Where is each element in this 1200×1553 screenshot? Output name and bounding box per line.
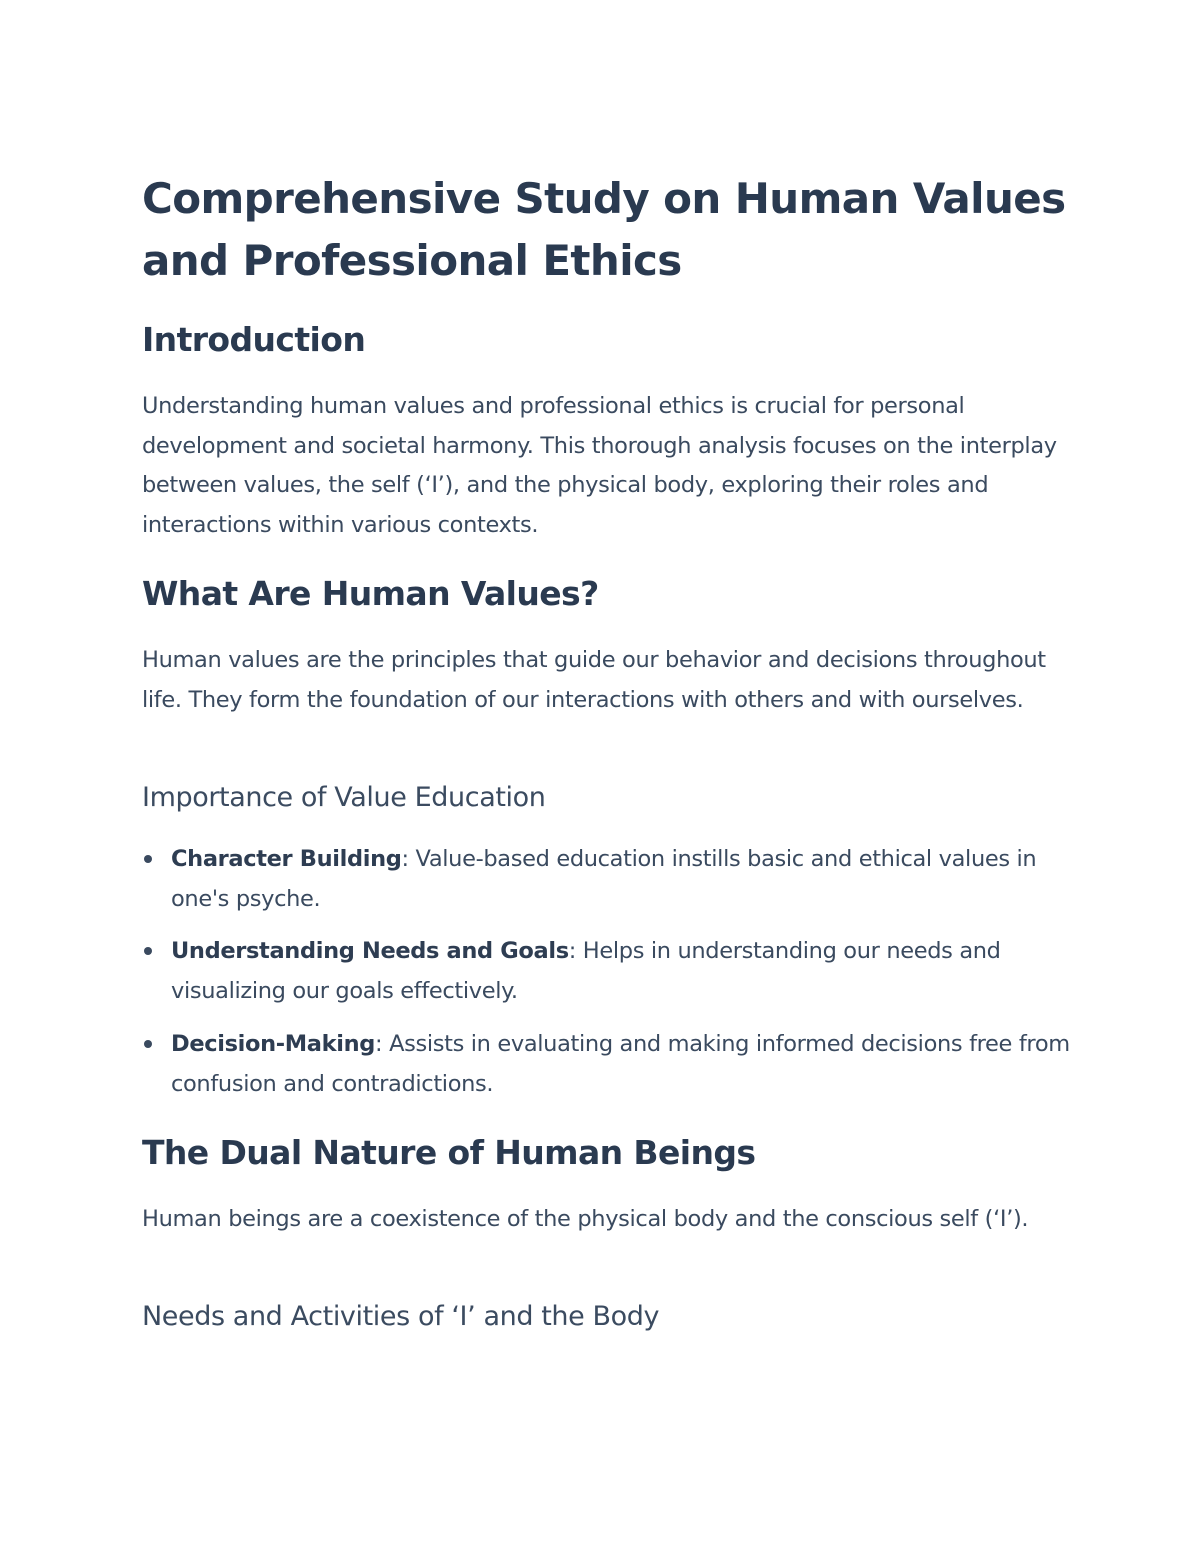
bullet-icon: [144, 1040, 152, 1048]
document-page: [142, 0, 1072, 1553]
bullet-description: : Helps in understanding our needs and visualizing our goals effectively.: [171, 938, 1001, 1004]
document-title: Comprehensive Study on Human Values and Professional Ethics: [142, 174, 1066, 285]
bullet-description: : Value-based education instills basic and ethical values in one's psyche.: [171, 846, 1037, 912]
bullet-description: : Assists in evaluating and making informed decisions free from confusion and contradictions.: [171, 1031, 1070, 1097]
bullet-text: [171, 932, 1072, 1011]
bullet-text: [171, 1025, 1072, 1104]
bullet-icon: [144, 947, 152, 955]
list-item: [142, 932, 1072, 1011]
bullet-icon: [144, 855, 152, 863]
introduction-paragraph: Understanding human values and professional ethics is crucial for personal development and societal harmony. This thorough analysis focuses on the interplay between values, the self (‘I’), and the physical body, exploring their roles and interactions within various contexts.: [142, 393, 1057, 538]
bullet-text: [171, 840, 1072, 919]
section-heading-human-values: What Are Human Values?: [142, 574, 599, 613]
list-item: [142, 840, 1072, 919]
subheading-needs-activities: Needs and Activities of ‘I’ and the Body: [142, 1301, 660, 1332]
human-values-paragraph: Human values are the principles that guide our behavior and decisions throughout life. They form the foundation of our interactions with others and with ourselves.: [142, 647, 1046, 713]
bullet-term: Character Building: [171, 846, 402, 872]
list-item: [142, 1025, 1072, 1104]
dual-nature-paragraph: Human beings are a coexistence of the physical body and the conscious self (‘I’).: [142, 1206, 1029, 1232]
bullet-term: Decision-Making: [171, 1031, 376, 1057]
subheading-value-education: Importance of Value Education: [142, 782, 546, 813]
section-heading-introduction: Introduction: [142, 320, 366, 359]
bullet-term: Understanding Needs and Goals: [171, 938, 569, 964]
section-heading-dual-nature: The Dual Nature of Human Beings: [142, 1133, 756, 1172]
